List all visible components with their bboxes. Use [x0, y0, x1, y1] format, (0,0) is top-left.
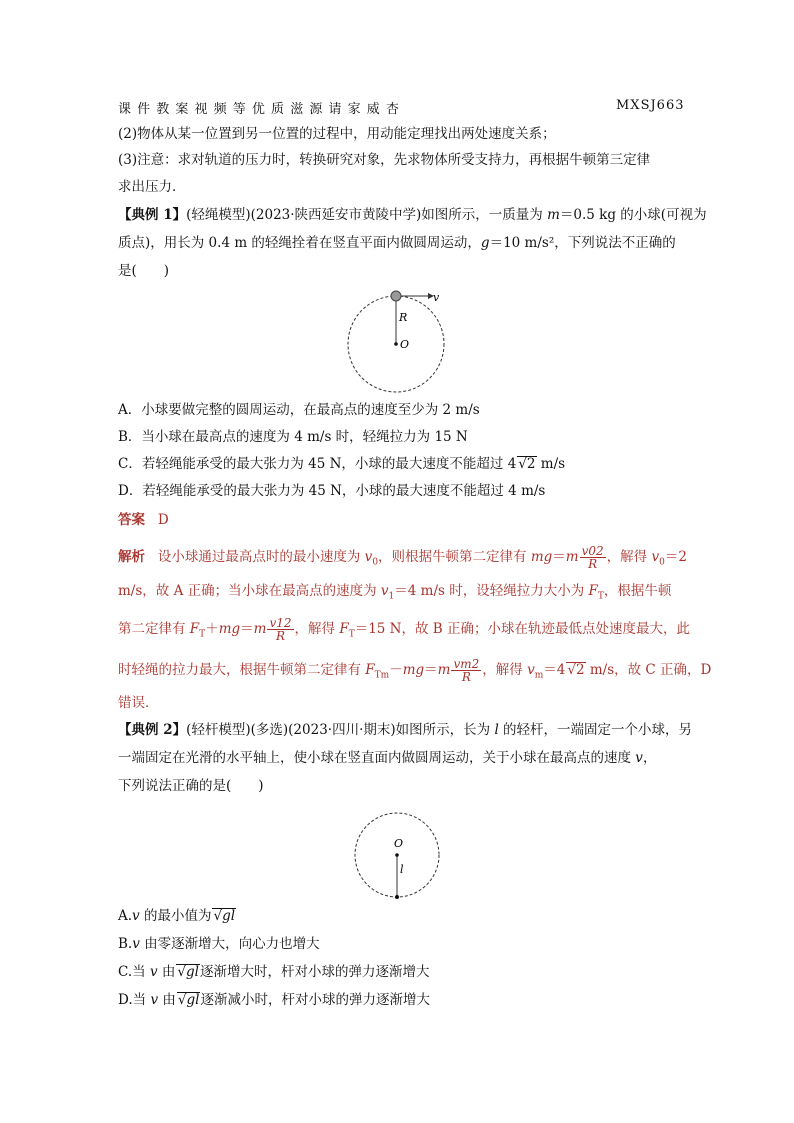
analysis-line-3: 第二定律有 $F_T+mg=m$ $\frac{v12}{R}$ ，解得 $F_T=15$ N，故 B 正确；小球在轨迹最低点处速度最大，此 [118, 616, 690, 643]
fraction: $\frac{vm2}{R}$ [453, 657, 480, 684]
sqrt-symbol: √2 [518, 456, 536, 472]
analysis-line-5: 错误． [118, 695, 159, 711]
label-R: R [399, 311, 408, 324]
example-1-line-2: 质点)，用长为 0.4 m 的轻绳拴着在竖直平面内做圆周运动，g＝10 m/s²，下列说法不正确的 [118, 235, 676, 251]
step-3-line-1: (3)注意：求对轨道的压力时，转换研究对象，先求物体所受支持力，再根据牛顿第三定律 [118, 152, 651, 168]
figure-1-circle-diagram [340, 285, 470, 395]
page-code: MXSJ663 [616, 98, 685, 113]
fraction: $\frac{v12}{R}$ [269, 616, 292, 643]
option-2a: A.v 的最小值为 √gl [118, 908, 236, 924]
step-2: (2)物体从某一位置到另一位置的过程中，用动能定理找出两处速度关系； [118, 126, 556, 142]
sqrt-symbol: √gl [177, 964, 199, 980]
ball [395, 895, 399, 899]
example-2-line-1: 【典例 2】(轻杆模型)(多选)(2023·四川·期末)如图所示，长为 l 的轻杆，一端固定一个小球，另 [118, 722, 693, 738]
page-header: 课 件 教 案 视 频 等 优 质 滋 源 请 家 威 杏 [118, 102, 400, 117]
ball [391, 291, 401, 301]
option-d: D．若轻绳能承受的最大张力为 45 N，小球的最大速度不能超过 4 m/s [118, 483, 546, 499]
example-2-line-3: 下列说法正确的是( ) [118, 778, 264, 794]
option-2c: C.当 v 由 √gl逐渐增大时，杆对小球的弹力逐渐增大 [118, 964, 430, 980]
label-v: v [433, 291, 440, 304]
analysis-label: 解析 [118, 549, 145, 565]
option-b: B．当小球在最高点的速度为 4 m/s 时，轻绳拉力为 15 N [118, 429, 468, 445]
option-2d: D.当 v 由 √gl逐渐减小时，杆对小球的弹力逐渐增大 [118, 992, 430, 1008]
example-1-tag: 【典例 1】 [118, 207, 187, 223]
figure-2-circle-diagram [340, 810, 460, 910]
sqrt-symbol: √gl [213, 908, 236, 924]
option-c: C．若轻绳能承受的最大张力为 45 N，小球的最大速度不能超过 4 √2 m/s [118, 456, 566, 472]
answer-label: 答案 [118, 512, 145, 528]
fraction: $\frac{v02}{R}$ [581, 544, 604, 571]
label-l: l [400, 863, 404, 876]
step-3-line-2: 求出压力． [118, 179, 186, 195]
option-a: A．小球要做完整的圆周运动，在最高点的速度至少为 2 m/s [118, 402, 480, 418]
example-2-line-2: 一端固定在光滑的水平轴上，使小球在竖直面内做圆周运动，关于小球在最高点的速度 v， [118, 750, 657, 766]
example-2-tag: 【典例 2】 [118, 722, 187, 738]
center-point [394, 342, 398, 346]
sqrt-symbol: √2 [567, 662, 585, 678]
answer [118, 510, 169, 530]
axis-point [395, 853, 399, 857]
example-1-line-1: 【典例 1】(轻绳模型)(2023·陕西延安市黄陵中学)如图所示，一质量为 m＝0.5 kg 的小球(可视为 [118, 207, 707, 223]
analysis-line-1: 解析 设小球通过最高点时的最小速度为 $v_0$，则根据牛顿第二定律有 mg＝m $\frac{v02}{R}$ ，解得 $v_0=2$ [118, 544, 687, 571]
label-O: O [400, 338, 410, 351]
analysis-line-4: 时轻绳的拉力最大，根据牛顿第二定律有 $F_{Tm}-mg=m$ $\frac{vm2}{R}$ ，解得 $v_m=4$ √2 m/s，故 C 正确，D [118, 657, 712, 684]
label-O: O [394, 837, 404, 850]
answer-value: D [157, 512, 169, 528]
analysis-line-2: m/s，故 A 正确；当小球在最高点的速度为 $v_1=4$ m/s 时，设轻绳拉力大小为 $F_T$，根据牛顿 [118, 583, 672, 602]
option-2b: B.v 由零逐渐增大，向心力也增大 [118, 936, 320, 952]
example-1-line-3: 是( ) [118, 263, 170, 279]
sqrt-symbol: √gl [177, 992, 200, 1008]
